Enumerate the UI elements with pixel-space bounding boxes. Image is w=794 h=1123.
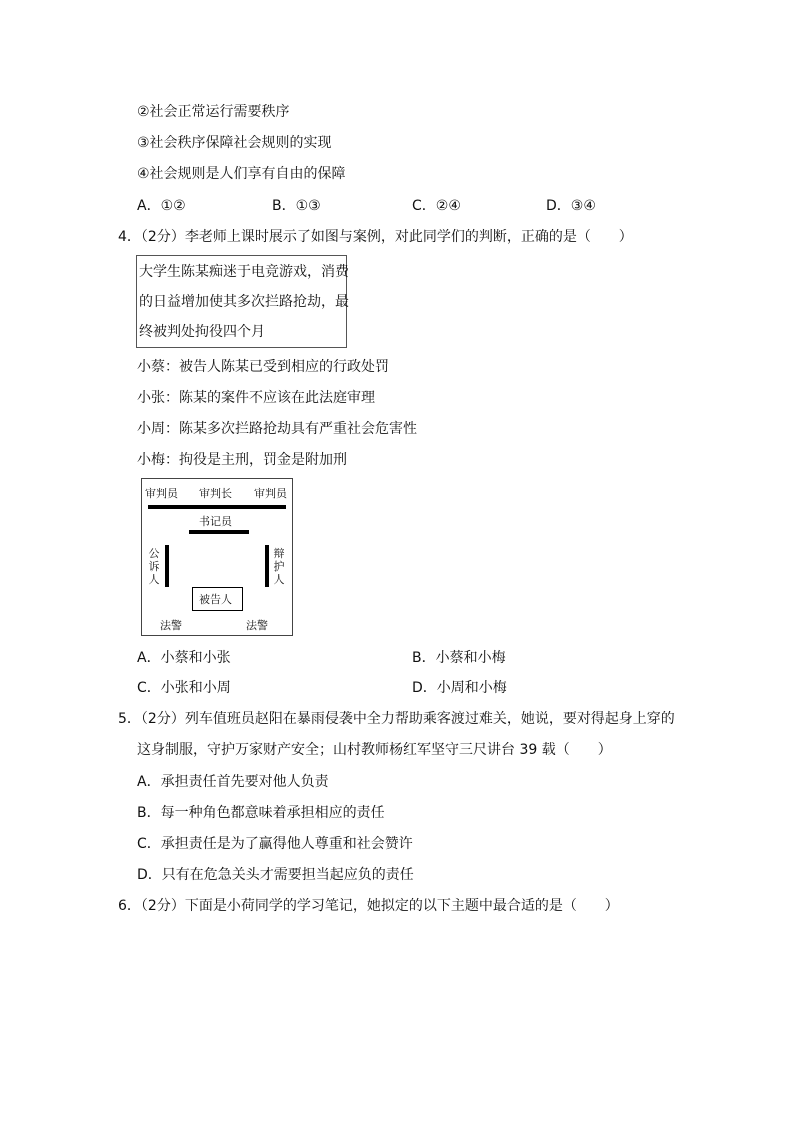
judge-right-label: 审判员 [254,487,287,500]
q4-option-d: D．小周和小梅 [412,680,507,696]
prosecutor-label: 公诉人 [148,547,160,586]
judge-bench-bar [148,505,286,509]
defendant-box [192,587,243,611]
defendant-label: 被告人 [199,593,232,606]
q4-option-c: C．小张和小周 [137,680,231,696]
bailiff-right-label: 法警 [246,619,268,632]
q4-opinion-zhou: 小周：陈某多次拦路抢劫具有严重社会危害性 [137,421,417,437]
chief-judge-label: 审判长 [199,487,232,500]
courtroom-diagram [141,478,293,636]
q4-opinion-zhang: 小张：陈某的案件不应该在此法庭审理 [137,390,375,406]
q3-option-d: D．③④ [546,198,596,214]
q6-stem: 6．（2分）下面是小荷同学的学习笔记，她拟定的以下主题中最合适的是（ ） [118,898,619,914]
q4-case-line-1: 大学生陈某痴迷于电竞游戏，消费 [139,264,349,280]
clerk-label: 书记员 [199,515,232,528]
q5-option-c: C．承担责任是为了赢得他人尊重和社会赞许 [137,836,413,852]
q4-option-b: B．小蔡和小梅 [412,650,506,666]
prosecutor-desk-bar [165,545,169,587]
bailiff-left-label: 法警 [160,619,182,632]
q3-statement-3: ③社会秩序保障社会规则的实现 [137,135,332,151]
q5-stem-line-2: 这身制服，守护万家财产安全；山村教师杨红军坚守三尺讲台 39 载（ ） [137,742,612,758]
q5-option-a: A．承担责任首先要对他人负责 [137,774,329,790]
q3-option-b: B．①③ [272,198,321,214]
defender-desk-bar [265,545,269,587]
q4-case-box [136,255,347,348]
judge-left-label: 审判员 [145,487,178,500]
clerk-desk-bar [189,530,249,534]
q5-option-d: D．只有在危急关头才需要担当起应负的责任 [137,867,414,883]
q4-case-line-2: 的日益增加使其多次拦路抢劫，最 [139,294,349,310]
defender-label: 辩护人 [273,547,285,586]
q4-opinion-mei: 小梅：拘役是主刑，罚金是附加刑 [137,452,347,468]
q3-statement-2: ②社会正常运行需要秩序 [137,104,290,120]
q3-statement-4: ④社会规则是人们享有自由的保障 [137,166,346,182]
q5-option-b: B．每一种角色都意味着承担相应的责任 [137,805,385,821]
q5-stem-line-1: 5．（2分）列车值班员赵阳在暴雨侵袭中全力帮助乘客渡过难关，她说，要对得起身上穿的 [118,711,675,727]
q3-option-a: A．①② [137,198,186,214]
q3-option-c: C．②④ [412,198,461,214]
q4-option-a: A．小蔡和小张 [137,650,231,666]
q4-stem: 4．（2分）李老师上课时展示了如图与案例，对此同学们的判断，正确的是（ ） [118,229,633,245]
q4-case-line-3: 终被判处拘役四个月 [139,324,265,340]
q4-opinion-cai: 小蔡：被告人陈某已受到相应的行政处罚 [137,359,389,375]
